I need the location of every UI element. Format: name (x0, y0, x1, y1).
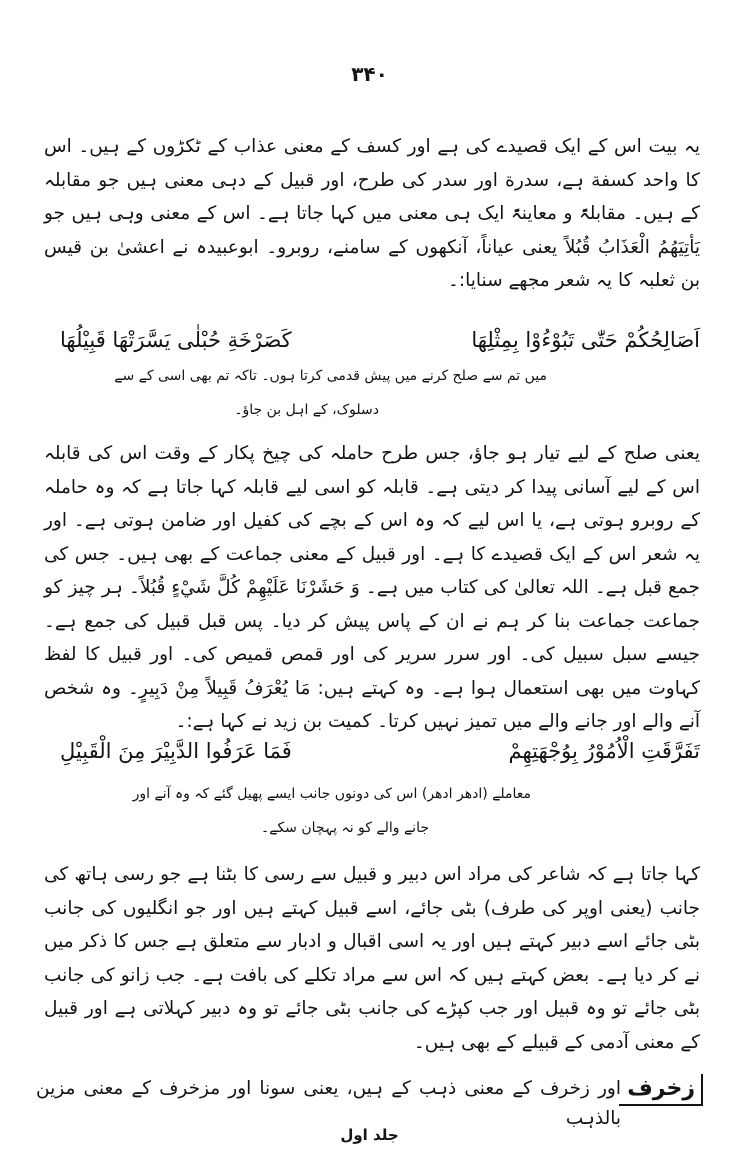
verse-2-hemistich-right: تَفَرَّقَتِ الْاُمُوْرُ بِوُجْهَتِهِمْ (508, 739, 700, 763)
paragraph-1: یہ بیت اس کے ایک قصیدے کی ہے اور کسف کے معنی عذاب کے ٹکڑوں کے ہیں۔ اس کا واحد کسفة ہے، سدرة اور سدر کی طرح، اور قبیل کے دہی معنی ہیں جو مقابلہ کے ہیں۔ مقابلۃً و معاینۃً ایک ہی معنی میں کہا جاتا ہے۔ اس کے معنی وہی ہیں جو یَأتِيَهُمُ الْعَذَابُ قُبُلاً یعنی عیاناً، آنکھوں کے سامنے، روبرو۔ ابوعبیدہ نے اعشیٰ بن قیس بن ثعلبہ کا یہ شعر مجھے سنایا:۔ (44, 136, 700, 291)
verse-2-hemistich-left: فَمَا عَرَفُوا الدَّبِيْرَ مِنَ الْقَبِيْلِ (60, 739, 292, 763)
verse-1-translation-line-1: میں تم سے صلح کرنے میں پیش قدمی کرتا ہوں۔ تاکہ تم بھی اسی کے سے (114, 368, 547, 384)
verse-1-hemistich-left: كَصَرْخَةِ حُبْلٰى يَسَّرَتْهَا قَبِيْلُهَا (60, 328, 292, 352)
verse-2-translation-line-1: معاملے (ادھر ادھر) اس کی دونوں جانب ایسے پھیل گئے کہ وہ آنے اور (132, 786, 531, 802)
page-number: ۳۴۰ (351, 62, 388, 86)
verse-2 (60, 734, 700, 768)
verse-1 (60, 323, 700, 357)
term-heading: زخرف (619, 1074, 703, 1106)
paragraph-2: یعنی صلح کے لیے تیار ہو جاؤ، جس طرح حاملہ کی چیخ پکار کے وقت اس کی قابلہ اس کے لیے آسانی پیدا کر دیتی ہے۔ قابلہ کو اسی لیے قابلہ کہا جاتا ہے کہ وہ حاملہ کے روبرو ہوتی ہے، یا اس لیے کہ وہ اس کے بچے کی کفیل اور ضامن ہوتی ہے۔ اور یہ شعر اس کے ایک قصیدے کا ہے۔ اور قبیل کے معنی جماعت کے بھی ہیں۔ جس کی جمع قبل ہے۔ اللہ تعالیٰ کی کتاب میں ہے۔ وَ حَشَرْنَا عَلَيْهِمْ كُلَّ شَيْءٍ قُبُلاً۔ ہر چیز کو جماعت جماعت بنا کر ہم نے ان کے پاس پیش کر دیا۔ پس قبل قبیل کی جمع ہے۔ جیسے سبل سبیل کی۔ اور سرر سریر کی اور قمص قمیص کی۔ اور قبیل کا لفظ کہاوت میں بھی استعمال ہوا ہے۔ وہ کہتے ہیں: مَا یُعْرَفُ قَبِیلاً مِنْ دَبِیرٍ۔ وہ شخص آنے والے اور جانے والے میں تمیز نہیں کرتا۔ کمیت بن زید نے کہا ہے:۔ (44, 443, 700, 732)
verse-1-hemistich-right: اَصَالِحُكُمْ حَتّٰى تَبُوْءُوْا بِمِثْلِهَا (471, 328, 700, 352)
volume-footer: جلد اول (340, 1126, 399, 1144)
verse-2-translation-line-2: جانے والے کو نہ پہچان سکے۔ (261, 820, 429, 836)
term-definition: اور زخرف کے معنی ذہب کے ہیں، یعنی سونا اور مزخرف کے معنی مزین بالذہب (36, 1078, 621, 1129)
verse-1-translation-line-2: دسلوک، کے اہل بن جاؤ۔ (234, 402, 379, 418)
paragraph-3: کہا جاتا ہے کہ شاعر کی مراد اس دبیر و قبیل سے رسی کا بٹنا ہے جو رسی ہاتھ کی جانب (یعنی اوپر کی طرف) بٹی جائے، اسے قبیل کہتے ہیں اور جو انگلیوں کی جانب بٹی جائے اسے دبیر کہتے ہیں اور یہ اسی اقبال و ادبار سے متعلق ہے جس کا ذکر میں نے کر دیا ہے۔ بعض کہتے ہیں کہ اس سے مراد تکلے کی بافت ہے۔ جب زانو کی جانب بٹی جائے تو وہ قبیل اور جب کپڑے کی جانب بٹی جائے تو وہ دبیر کہلاتی ہے اور قبیل کے معنی آدمی کے قبیلے کے بھی ہیں۔ (44, 864, 700, 1053)
